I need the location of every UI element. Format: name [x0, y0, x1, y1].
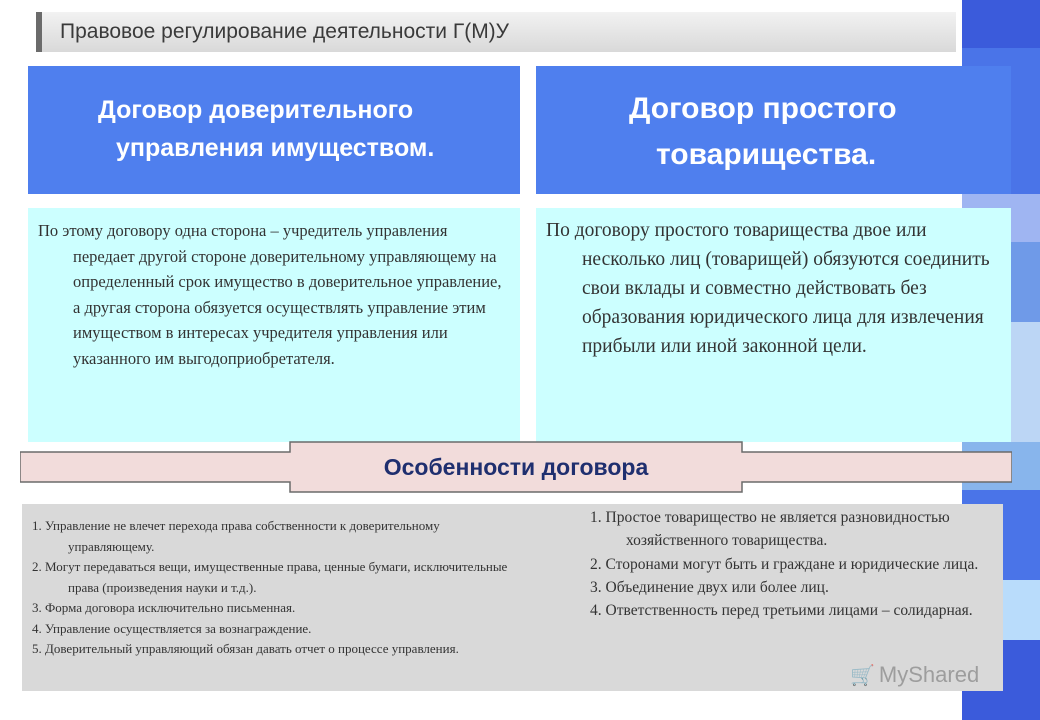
- heading-line: Договор доверительного: [98, 96, 414, 124]
- heading-line: управления имуществом.: [116, 134, 435, 162]
- list-item: 5. Доверительный управляющий обязан давать отчет о процессе управления.: [32, 641, 459, 656]
- trust-features-list: [22, 504, 532, 691]
- list-item: 1. Управление не влечет перехода права собственности к доверительному управляющему.: [32, 518, 440, 554]
- slide-title: Правовое регулирование деятельности Г(М)У: [60, 20, 510, 43]
- features-title: Особенности договора: [383, 454, 649, 480]
- heading-line: товарищества.: [656, 138, 877, 171]
- list-item: 2. Могут передаваться вещи, имущественные права, ценные бумаги, исключительные права (произведения науки и т.д.).: [32, 559, 508, 595]
- slide-title-bar: [36, 12, 956, 52]
- cart-icon: 🛒: [850, 665, 875, 687]
- list-item: 3. Объединение двух или более лиц.: [590, 578, 829, 596]
- trust-agreement-definition: [28, 208, 520, 442]
- watermark: [850, 662, 979, 688]
- partnership-agreement-heading: [536, 66, 1011, 194]
- definition-text: По договору простого товарищества двое или несколько лиц (товарищей) обязуются соединить свои вклады и совместно действовать без образования юридического лица для извлечения прибыли или иной законной цели.: [546, 220, 990, 357]
- definition-text: По этому договору одна сторона – учредитель управления передает другой стороне доверительному управляющему на определенный срок имущество в доверительное управление, а другая сторона обязуется осуществлять управление этим имуществом в интересах учредителя управления или указанного им выгодоприобретателя.: [38, 221, 502, 368]
- list-item: 4. Ответственность перед третьими лицами – солидарная.: [590, 602, 973, 620]
- heading-line: Договор простого: [629, 92, 897, 125]
- partnership-agreement-definition: [536, 208, 1011, 442]
- list-item: 3. Форма договора исключительно письменная.: [32, 600, 296, 615]
- watermark-text: MyShared: [878, 662, 980, 687]
- list-item: 4. Управление осуществляется за вознаграждение.: [32, 620, 312, 636]
- list-item: 1. Простое товарищество не является разновидностью хозяйственного товарищества.: [590, 509, 950, 550]
- list-item: 2. Сторонами могут быть и граждане и юридические лица.: [590, 555, 979, 573]
- trust-agreement-heading: [28, 66, 520, 194]
- decor-strip: [962, 0, 1040, 48]
